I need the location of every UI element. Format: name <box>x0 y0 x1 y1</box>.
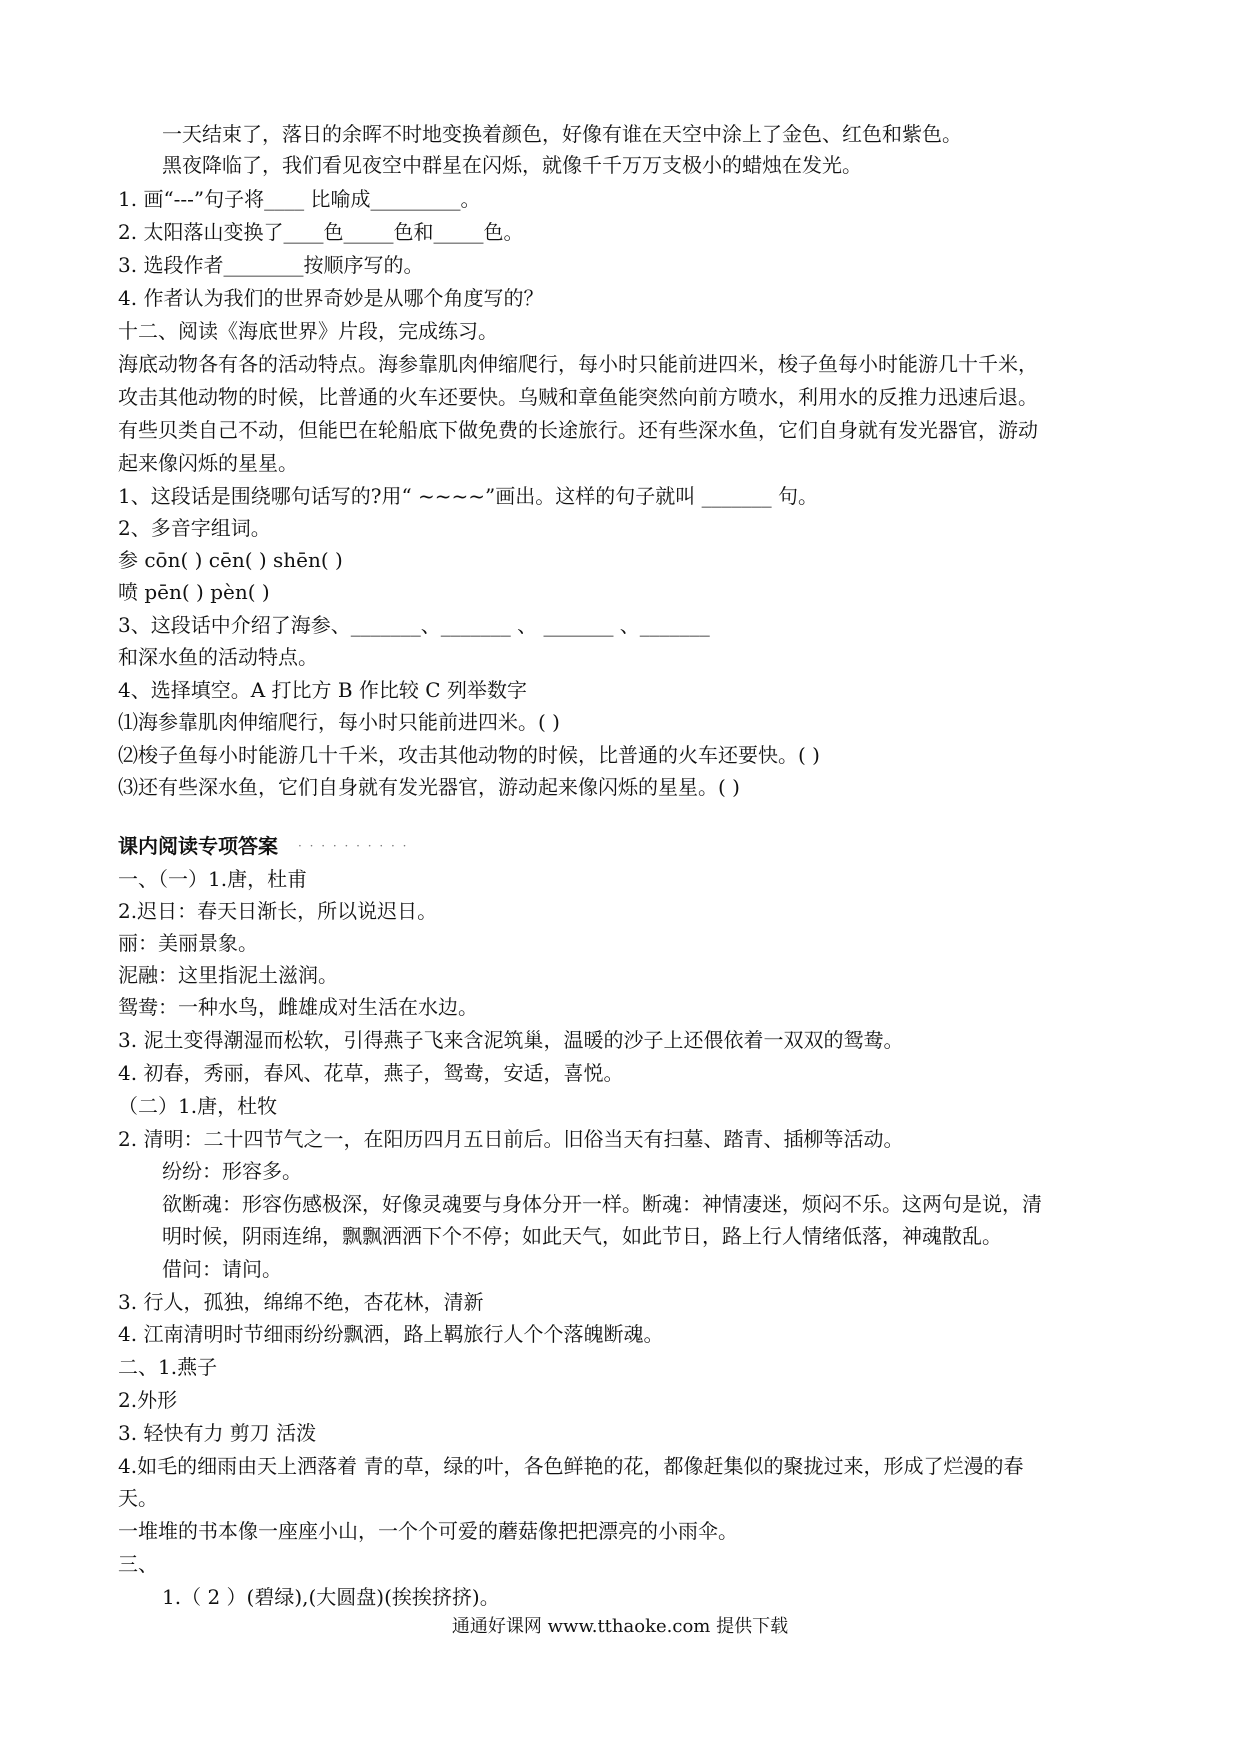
answer-line: 3. 轻快有力 剪刀 活泼 <box>118 1421 317 1445</box>
polyphone-can: 参 cōn( ) cēn( ) shēn( ) <box>118 548 343 572</box>
answer-line: 丽：美丽景象。 <box>118 931 258 955</box>
answer-line: 4. 初春，秀丽，春风、花草，燕子，鸳鸯，安适，喜悦。 <box>118 1061 624 1085</box>
choice-item-2: ⑵梭子鱼每小时能游几十千米，攻击其他动物的时候，比普通的火车还要快。( ) <box>118 743 820 767</box>
s12-question-3-cont: 和深水鱼的活动特点。 <box>118 645 318 669</box>
s12-question-2: 2、多音字组词。 <box>118 516 271 540</box>
answer-line: 2.迟日：春天日渐长，所以说迟日。 <box>118 899 438 923</box>
answer-line: 一、（一）1.唐，杜甫 <box>118 867 308 891</box>
answer-line: 2.外形 <box>118 1388 178 1412</box>
answer-line: 明时候，阴雨连绵，飘飘洒洒下个不停；如此天气，如此节日，路上行人情绪低落，神魂散乱。 <box>162 1224 1002 1248</box>
reading-paragraph-1: 一天结束了，落日的余晖不时地变换着颜色，好像有谁在天空中涂上了金色、红色和紫色。 <box>162 122 962 146</box>
reading-paragraph-2: 黑夜降临了，我们看见夜空中群星在闪烁，就像千千万万支极小的蜡烛在发光。 <box>162 153 862 177</box>
answer-line: 天。 <box>118 1486 158 1510</box>
question-4: 4. 作者认为我们的世界奇妙是从哪个角度写的？ <box>118 286 544 310</box>
answer-line: 泥融：这里指泥土滋润。 <box>118 963 338 987</box>
answer-line: 二、1.燕子 <box>118 1355 218 1379</box>
passage-line: 有些贝类自己不动，但能巴在轮船底下做免费的长途旅行。还有些深水鱼，它们自身就有发光器官，游动 <box>118 418 1038 442</box>
question-1: 1. 画“---”句子将____ 比喻成_________。 <box>118 187 481 211</box>
question-3: 3. 选段作者________按顺序写的。 <box>118 253 424 277</box>
passage-line: 起来像闪烁的星星。 <box>118 451 298 475</box>
answer-line: 2. 清明：二十四节气之一，在阳历四月五日前后。旧俗当天有扫墓、踏青、插柳等活动。 <box>118 1127 904 1151</box>
answer-line: 1.（ 2 ）(碧绿),(大圆盘)(挨挨挤挤)。 <box>162 1585 500 1609</box>
answer-line: 3. 泥土变得潮湿而松软，引得燕子飞来含泥筑巢，温暖的沙子上还偎依着一双双的鸳鸯。 <box>118 1028 904 1052</box>
answer-line: 借问：请问。 <box>162 1257 282 1281</box>
choice-item-3: ⑶还有些深水鱼，它们自身就有发光器官，游动起来像闪烁的星星。( ) <box>118 775 740 799</box>
answer-line: 鸳鸯：一种水鸟，雌雄成对生活在水边。 <box>118 995 478 1019</box>
s12-question-4: 4、选择填空。A 打比方 B 作比较 C 列举数字 <box>118 678 527 702</box>
answer-line: 欲断魂：形容伤感极深，好像灵魂要与身体分开一样。断魂：神情凄迷，烦闷不乐。这两句是说，清 <box>162 1192 1042 1216</box>
section-12-heading: 十二、阅读《海底世界》片段，完成练习。 <box>118 319 498 343</box>
passage-line: 海底动物各有各的活动特点。海参靠肌肉伸缩爬行，每小时只能前进四米，梭子鱼每小时能游几十千米， <box>118 352 1038 376</box>
s12-question-1: 1、这段话是围绕哪句话写的?用“ ~~~~”画出。这样的句子就叫 _______ 句。 <box>118 484 818 508</box>
answers-title: 课内阅读专项答案 <box>118 834 278 858</box>
s12-question-3: 3、这段话中介绍了海参、_______、_______ 、 _______ 、_______ <box>118 613 710 637</box>
answer-line: 3. 行人，孤独，绵绵不绝，杏花林，清新 <box>118 1290 484 1314</box>
answer-line: 一堆堆的书本像一座座小山，一个个可爱的蘑菇像把把漂亮的小雨伞。 <box>118 1519 738 1543</box>
question-2: 2. 太阳落山变换了____色_____色和_____色。 <box>118 220 524 244</box>
answer-line: 4.如毛的细雨由天上洒落着 青的草，绿的叶，各色鲜艳的花，都像赶集似的聚拢过来，形成了烂漫的春 <box>118 1454 1024 1478</box>
passage-line: 攻击其他动物的时候，比普通的火车还要快。乌贼和章鱼能突然向前方喷水，利用水的反推力迅速后退。 <box>118 385 1038 409</box>
page-footer: 通通好课网 www.tthaoke.com 提供下载 <box>451 1616 789 1637</box>
title-dotted-leader: · · · · · · · · · · <box>298 839 409 853</box>
answer-line: （二）1.唐，杜牧 <box>118 1094 278 1118</box>
answer-line: 纷纷：形容多。 <box>162 1159 302 1183</box>
polyphone-pen: 喷 pēn( ) pèn( ) <box>118 580 270 604</box>
answer-line: 三、 <box>118 1552 158 1576</box>
choice-item-1: ⑴海参靠肌肉伸缩爬行，每小时只能前进四米。( ) <box>118 710 560 734</box>
answer-line: 4. 江南清明时节细雨纷纷飘洒，路上羁旅行人个个落魄断魂。 <box>118 1322 664 1346</box>
